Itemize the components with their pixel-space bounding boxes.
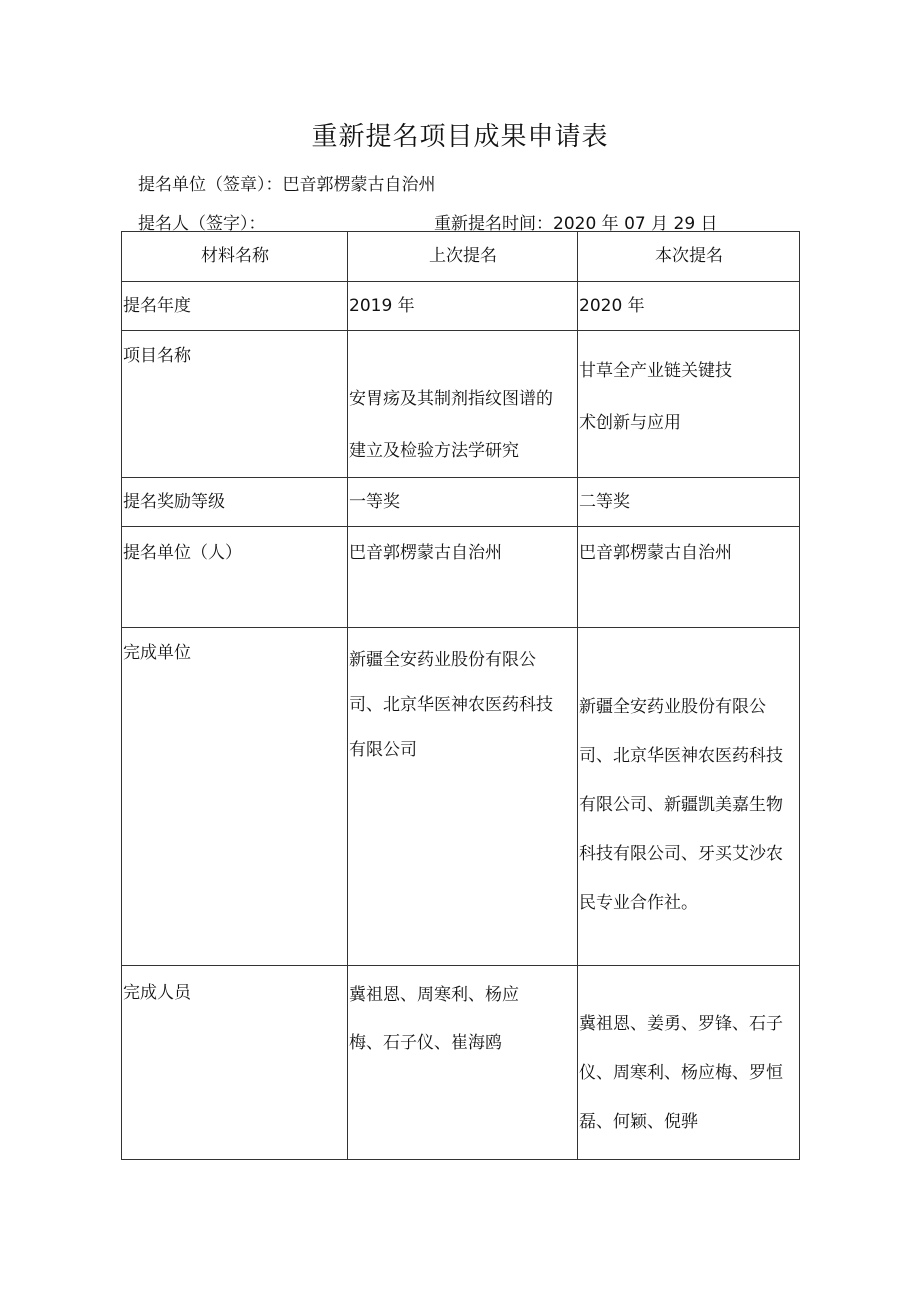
renomination-date-line: 重新提名时间：2020 年 07 月 29 日 [434, 214, 718, 234]
nominator-signature-line: 提名人（签字）： [138, 214, 266, 234]
current-project-name-line: 术创新与应用 [579, 413, 681, 433]
row-label-year: 提名年度 [122, 282, 348, 331]
current-completing-people [578, 966, 800, 1160]
previous-completing-units-line: 有限公司 [349, 740, 417, 760]
previous-year: 2019 年 [348, 282, 578, 331]
current-completing-units [578, 628, 800, 966]
header-current-nomination: 本次提名 [578, 232, 800, 282]
previous-project-name-line: 安胃疡及其制剂指纹图谱的 [349, 389, 553, 409]
current-completing-people-line: 磊、何颖、倪骅 [579, 1112, 698, 1132]
header-previous-nomination: 上次提名 [348, 232, 578, 282]
row-label-completing-units: 完成单位 [122, 628, 348, 966]
previous-completing-people-line: 冀祖恩、周寒利、杨应 [349, 985, 519, 1005]
current-completing-units-line: 新疆全安药业股份有限公 [579, 697, 766, 717]
table-header-row [122, 232, 800, 282]
previous-project-name-line: 建立及检验方法学研究 [349, 441, 519, 461]
application-table [121, 231, 800, 1160]
current-project-name [578, 331, 800, 478]
current-nominating-unit: 巴音郭楞蒙古自治州 [578, 527, 800, 628]
current-completing-units-line: 科技有限公司、牙买艾沙农 [579, 844, 783, 864]
previous-project-name [348, 331, 578, 478]
page-title: 重新提名项目成果申请表 [311, 122, 609, 152]
previous-completing-units [348, 628, 578, 966]
row-label-award-level: 提名奖励等级 [122, 478, 348, 527]
table-row-year [122, 282, 800, 331]
nominating-unit-line: 提名单位（签章）：巴音郭楞蒙古自治州 [138, 175, 436, 195]
table-row-nominating-unit [122, 527, 800, 628]
current-project-name-line: 甘草全产业链关键技 [579, 361, 732, 381]
row-label-nominating-unit: 提名单位（人） [122, 527, 348, 628]
current-completing-people-line: 仪、周寒利、杨应梅、罗恒 [579, 1063, 783, 1083]
previous-award-level: 一等奖 [348, 478, 578, 527]
current-completing-people-line: 冀祖恩、姜勇、罗锋、石子 [579, 1014, 783, 1034]
current-year: 2020 年 [578, 282, 800, 331]
previous-nominating-unit: 巴音郭楞蒙古自治州 [348, 527, 578, 628]
table-row-award-level [122, 478, 800, 527]
row-label-project-name: 项目名称 [122, 331, 348, 478]
previous-completing-people-line: 梅、石子仪、崔海鸥 [349, 1033, 502, 1053]
current-completing-units-line: 民专业合作社。 [579, 893, 698, 913]
row-label-completing-people: 完成人员 [122, 966, 348, 1160]
current-completing-units-line: 司、北京华医神农医药科技 [579, 746, 783, 766]
previous-completing-units-line: 新疆全安药业股份有限公 [349, 650, 536, 670]
table-row-project-name [122, 331, 800, 478]
current-completing-units-line: 有限公司、新疆凯美嘉生物 [579, 795, 783, 815]
previous-completing-people [348, 966, 578, 1160]
previous-completing-units-line: 司、北京华医神农医药科技 [349, 695, 553, 715]
current-award-level: 二等奖 [578, 478, 800, 527]
header-material-name: 材料名称 [122, 232, 348, 282]
table-row-completing-units [122, 628, 800, 966]
table-row-completing-people [122, 966, 800, 1160]
